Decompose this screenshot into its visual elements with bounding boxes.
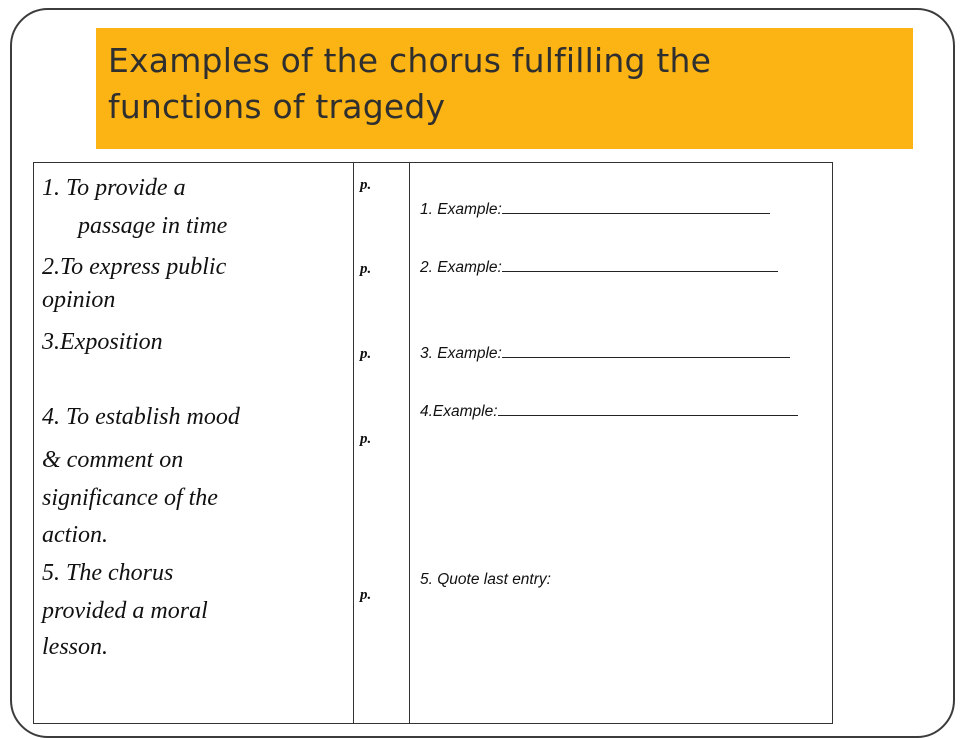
- example-row-4: [420, 399, 798, 421]
- page-mark: p.: [360, 587, 372, 603]
- example-label: 4.Example:: [420, 403, 498, 420]
- answer-blank[interactable]: [502, 341, 790, 358]
- function-item: significance of the: [42, 485, 218, 511]
- function-item: provided a moral: [42, 598, 208, 624]
- example-label: 2. Example:: [420, 259, 502, 276]
- page-mark: p.: [360, 261, 372, 277]
- example-row-5: [420, 571, 551, 589]
- function-item: 4. To establish mood: [42, 404, 240, 430]
- function-item: & comment on: [42, 447, 184, 473]
- function-item: 1. To provide a: [42, 175, 186, 201]
- function-item: opinion: [42, 287, 116, 313]
- page-mark: p.: [360, 177, 372, 193]
- answer-blank[interactable]: [502, 197, 770, 214]
- functions-column: [34, 163, 354, 724]
- example-row-2: [420, 255, 778, 277]
- answer-blank[interactable]: [502, 255, 778, 272]
- page-mark: p.: [360, 346, 372, 362]
- function-item: 2.To express public: [42, 254, 227, 280]
- worksheet-table: [33, 162, 833, 724]
- title-banner: [96, 28, 913, 149]
- function-item: lesson.: [42, 634, 108, 660]
- page-mark: p.: [360, 431, 372, 447]
- slide-title-line-1: Examples of the chorus fulfilling the: [108, 41, 712, 80]
- answer-blank[interactable]: [498, 399, 798, 416]
- example-label: 3. Example:: [420, 345, 502, 362]
- slide-title-line-2: functions of tragedy: [108, 87, 446, 126]
- function-item: passage in time: [78, 213, 228, 239]
- function-item: 3.Exposition: [42, 329, 163, 355]
- examples-column: [410, 163, 833, 724]
- function-item: action.: [42, 522, 108, 548]
- page-column: [354, 163, 410, 724]
- example-label: 1. Example:: [420, 201, 502, 218]
- example-label: 5. Quote last entry:: [420, 571, 551, 588]
- example-row-3: [420, 341, 790, 363]
- function-item: 5. The chorus: [42, 560, 174, 586]
- example-row-1: [420, 197, 770, 219]
